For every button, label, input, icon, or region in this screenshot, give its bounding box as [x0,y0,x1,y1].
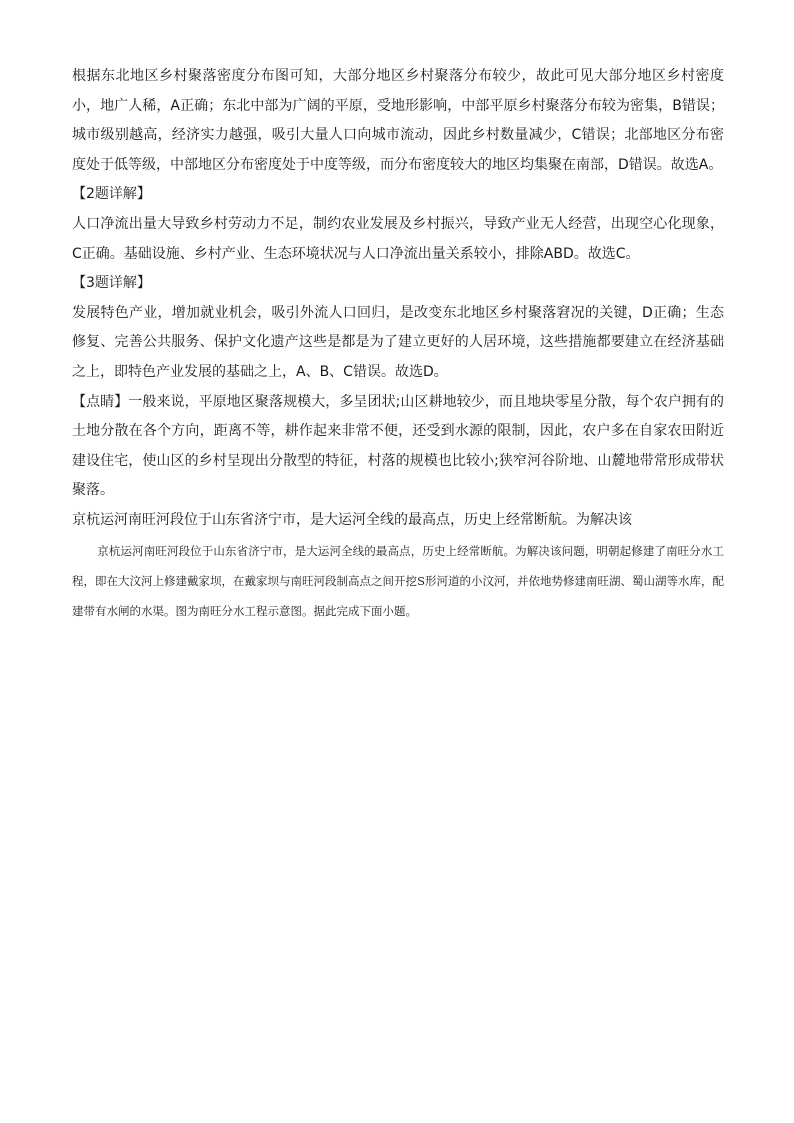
intro-line: 京杭运河南旺河段位于山东省济宁市，是大运河全线的最高点，历史上经常断航。为解决该 [72,511,632,528]
answer-1-paragraph: 根据东北地区乡村聚落密度分布图可知，大部分地区乡村聚落分布较少，故此可见大部分地区乡村密度小，地广人稀，A正确；东北中部为广阔的平原，受地形影响，中部平原乡村聚落分布较为密集，B错误；城市级别越高，经济实力越强，吸引大量人口向城市流动，因此乡村数量减少，C错误；北部地区分布密度处于低等级，中部地区分布密度处于中度等级，而分布密度较大的地区均集聚在南部，D错误。故选A。 [72,68,724,173]
question-3-heading: 【3题详解】 [72,275,151,292]
question-2-paragraph: 人口净流出量大导致乡村劳动力不足，制约农业发展及乡村振兴，导致产业无人经营，出现空心化现象，C正确。基础设施、乡村产业、生态环境状况与人口净流出量关系较小，排除ABD。故选C。 [72,215,724,262]
material-paragraph: 京杭运河南旺河段位于山东省济宁市，是大运河全线的最高点，历史上经常断航。为解决该问题，明朝起修建了南旺分水工程，即在大汶河上修建戴家坝，在戴家坝与南旺河段制高点之间开挖S形河道的小汶河，并依地势修建南旺湖、蜀山湖等水库，配建带有水闸的水渠。图为南旺分水工程示意图。据此完成下面小题。 [72,543,724,618]
question-3-paragraph: 发展特色产业，增加就业机会，吸引外流人口回归，是改变东北地区乡村聚落窘况的关键，D正确；生态修复、完善公共服务、保护文化遗产这些是都是为了建立更好的人居环境，这些措施都要建立在经济基础之上，即特色产业发展的基础之上，A、B、C错误。故选D。 [72,304,724,380]
comment-paragraph: 【点睛】一般来说，平原地区聚落规模大，多呈团状;山区耕地较少，而且地块零星分散，每个农户拥有的土地分散在各个方向，距离不等，耕作起来非常不便，还受到水源的限制，因此，农户多在自家农田附近建设住宅，使山区的乡村呈现出分散型的特征，村落的规模也比较小;狭窄河谷阶地、山麓地带常形成带状聚落。 [72,393,724,499]
question-2-heading: 【2题详解】 [72,186,151,203]
document-page [72,62,724,626]
